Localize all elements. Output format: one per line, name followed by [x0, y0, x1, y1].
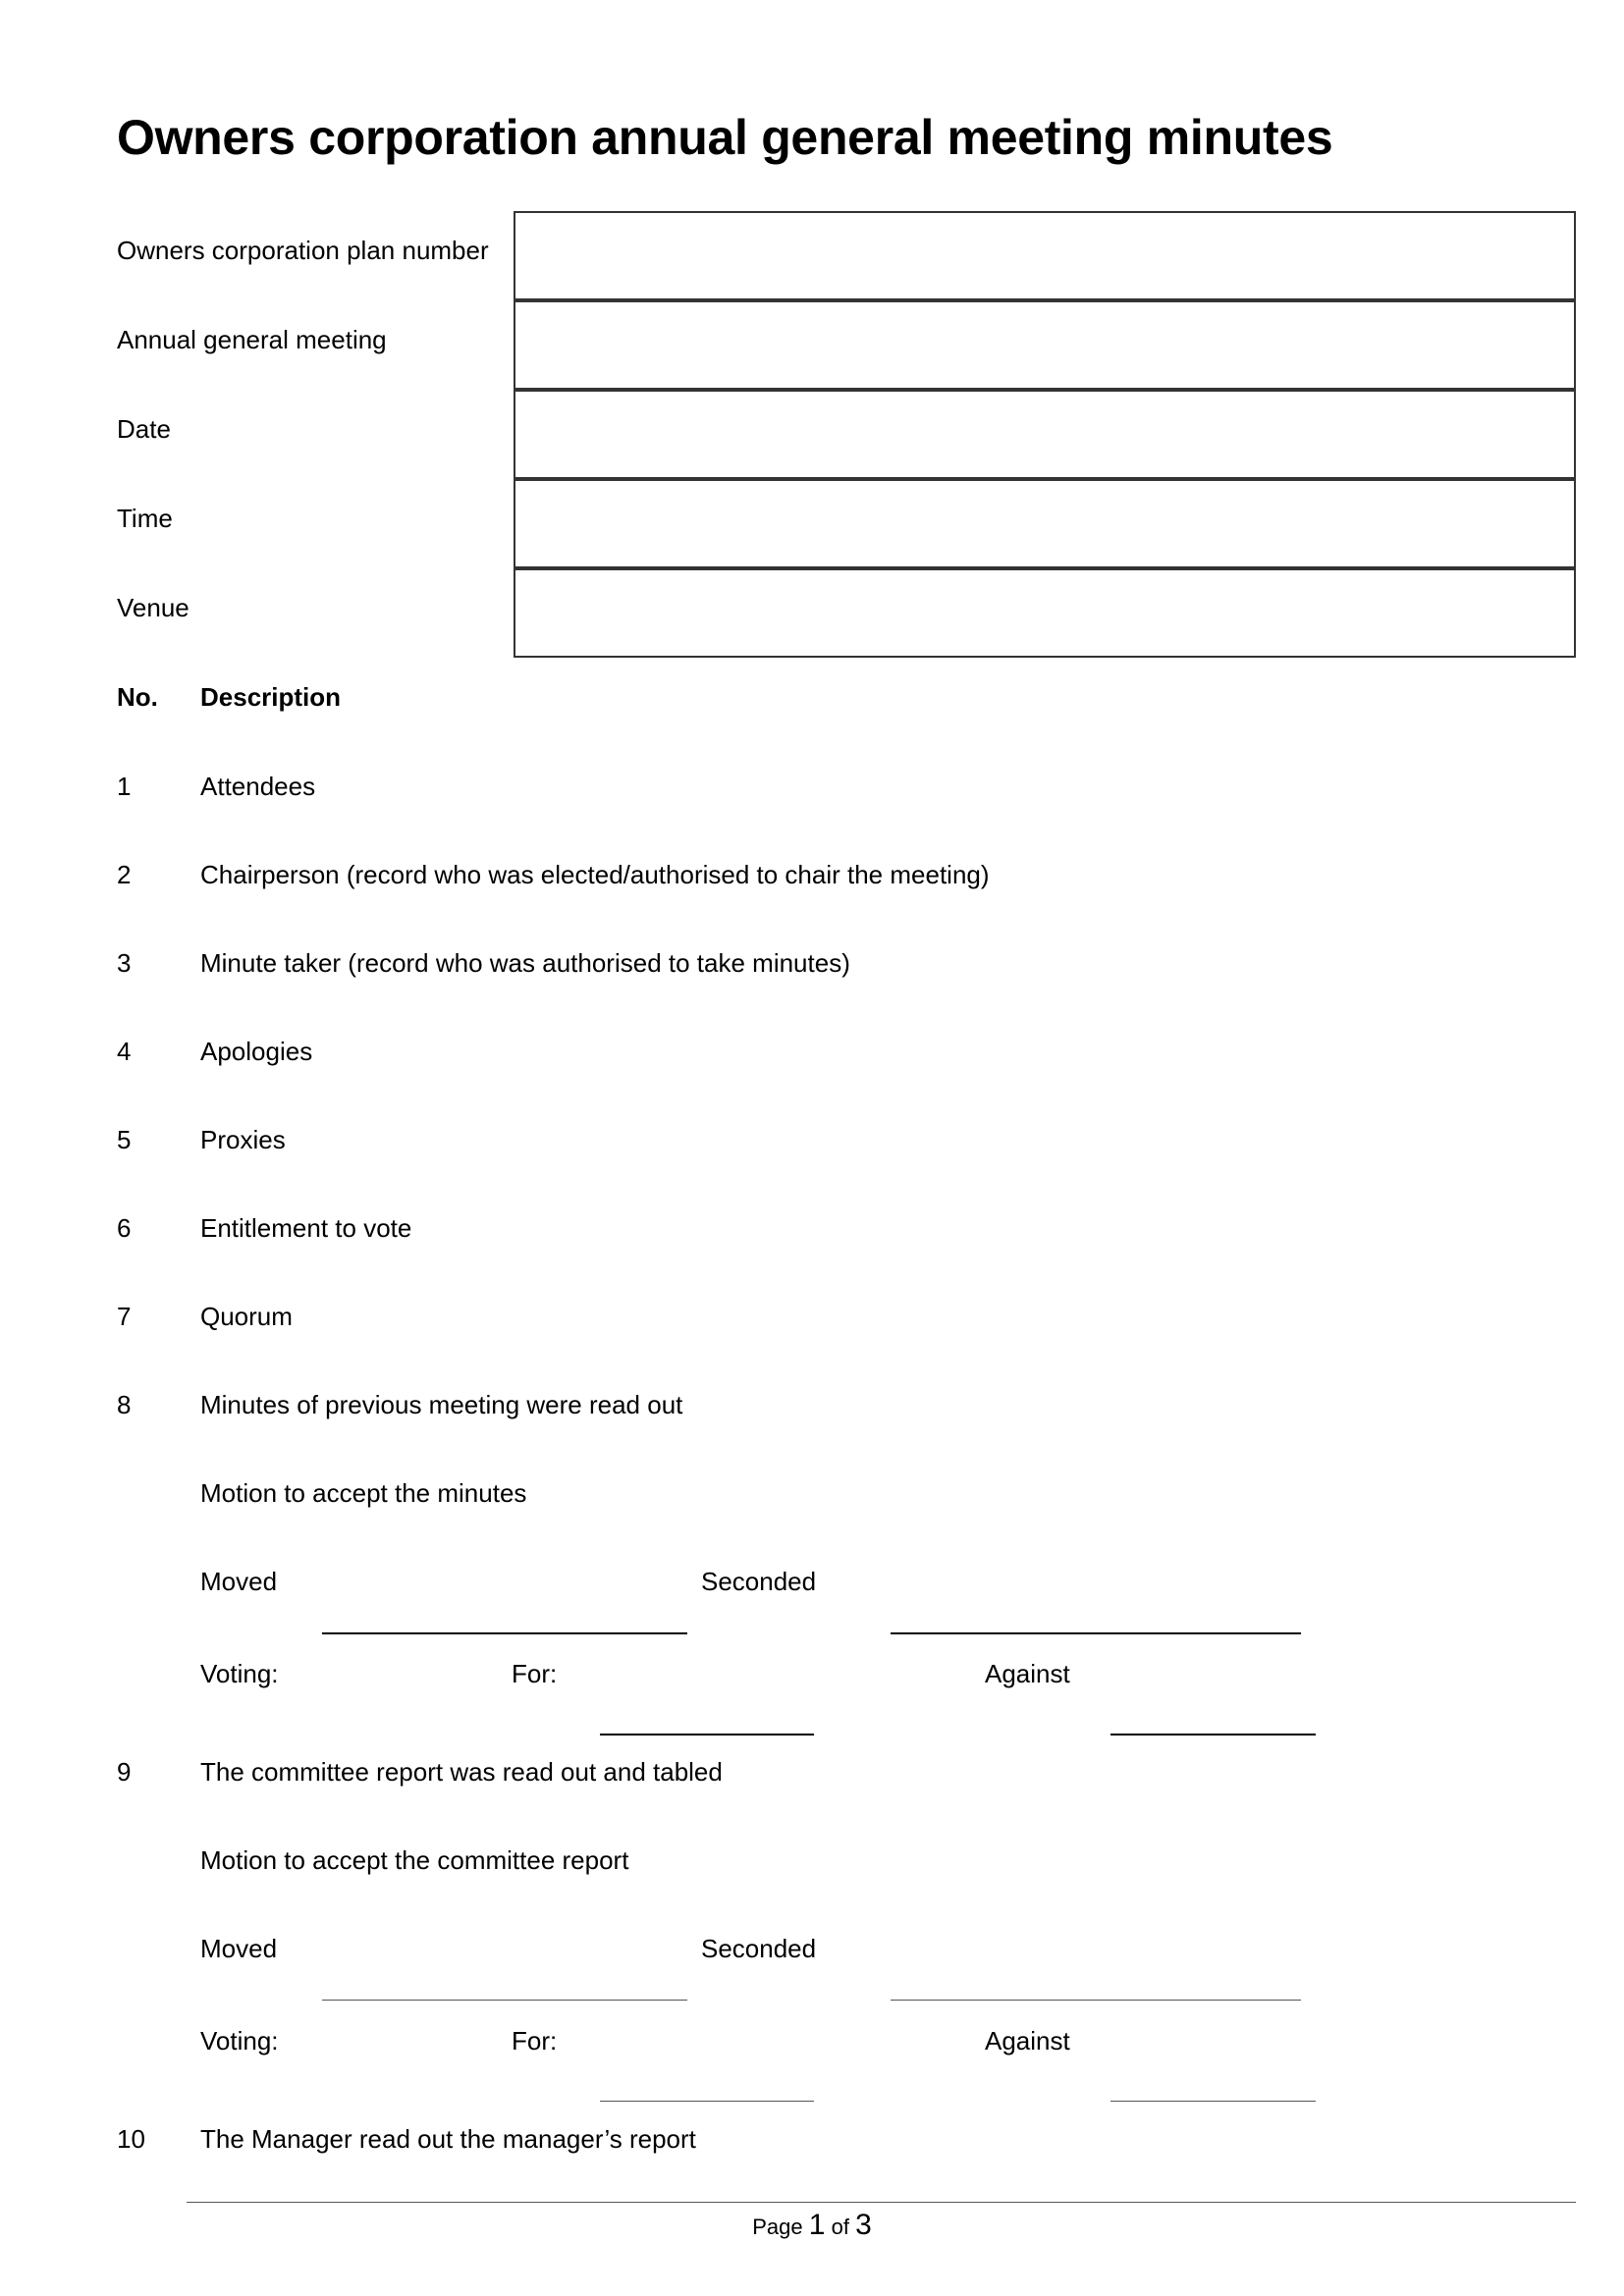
item-number: 3: [117, 948, 132, 978]
item-number: 4: [117, 1037, 132, 1066]
for-count-line[interactable]: [600, 2101, 814, 2102]
total-pages: 3: [855, 2209, 872, 2241]
item-number: 9: [117, 1757, 132, 1787]
footer-divider: [187, 2202, 1576, 2203]
voting-label: Voting:: [200, 2026, 279, 2056]
date-label: Date: [117, 414, 171, 444]
item-manager-report: The Manager read out the manager’s report: [200, 2124, 696, 2154]
venue-label: Venue: [117, 593, 189, 622]
against-label: Against: [985, 2026, 1070, 2056]
item-number: 2: [117, 860, 132, 889]
moved-label: Moved: [200, 1934, 278, 1963]
item-number: 10: [117, 2124, 145, 2154]
voting-label: Voting:: [200, 1659, 279, 1688]
item-previous-minutes: Minutes of previous meeting were read out: [200, 1390, 683, 1419]
item-proxies: Proxies: [200, 1125, 286, 1154]
against-label: Against: [985, 1659, 1070, 1688]
agm-field[interactable]: [514, 300, 1576, 390]
item-entitlement: Entitlement to vote: [200, 1213, 412, 1243]
item-attendees: Attendees: [200, 772, 316, 801]
moved-signature-line[interactable]: [322, 1632, 687, 1634]
time-field[interactable]: [514, 479, 1576, 568]
item-number: 7: [117, 1302, 132, 1331]
item-apologies: Apologies: [200, 1037, 313, 1066]
item-number: 8: [117, 1390, 132, 1419]
against-count-line[interactable]: [1110, 1734, 1316, 1735]
agm-label: Annual general meeting: [117, 325, 387, 354]
for-label: For:: [512, 1659, 558, 1688]
seconded-label: Seconded: [701, 1934, 817, 1963]
current-page: 1: [808, 2209, 826, 2241]
item-committee-report: The committee report was read out and tabled: [200, 1757, 723, 1787]
moved-signature-line[interactable]: [322, 2000, 687, 2001]
item-minute-taker: Minute taker (record who was authorised to take minutes): [200, 948, 850, 978]
moved-label: Moved: [200, 1567, 278, 1596]
page-footer: [0, 2209, 1624, 2244]
header-no: No.: [117, 682, 158, 712]
seconded-signature-line[interactable]: [891, 2000, 1301, 2001]
item-number: 6: [117, 1213, 132, 1243]
plan-number-label: Owners corporation plan number: [117, 236, 489, 265]
item-chairperson: Chairperson (record who was elected/authorised to chair the meeting): [200, 860, 990, 889]
page-title: Owners corporation annual general meeting minutes: [117, 110, 1333, 165]
plan-number-field[interactable]: [514, 211, 1576, 300]
for-label: For:: [512, 2026, 558, 2056]
date-field[interactable]: [514, 390, 1576, 479]
seconded-signature-line[interactable]: [891, 1632, 1301, 1634]
seconded-label: Seconded: [701, 1567, 817, 1596]
against-count-line[interactable]: [1110, 2101, 1316, 2102]
motion-text: Motion to accept the minutes: [200, 1478, 527, 1508]
for-count-line[interactable]: [600, 1734, 814, 1735]
item-number: 1: [117, 772, 132, 801]
header-description: Description: [200, 682, 342, 712]
motion-text: Motion to accept the committee report: [200, 1845, 629, 1875]
venue-field[interactable]: [514, 568, 1576, 658]
of-label: of: [831, 2215, 849, 2239]
page-label: Page: [752, 2215, 803, 2239]
item-number: 5: [117, 1125, 132, 1154]
item-quorum: Quorum: [200, 1302, 293, 1331]
time-label: Time: [117, 504, 173, 533]
